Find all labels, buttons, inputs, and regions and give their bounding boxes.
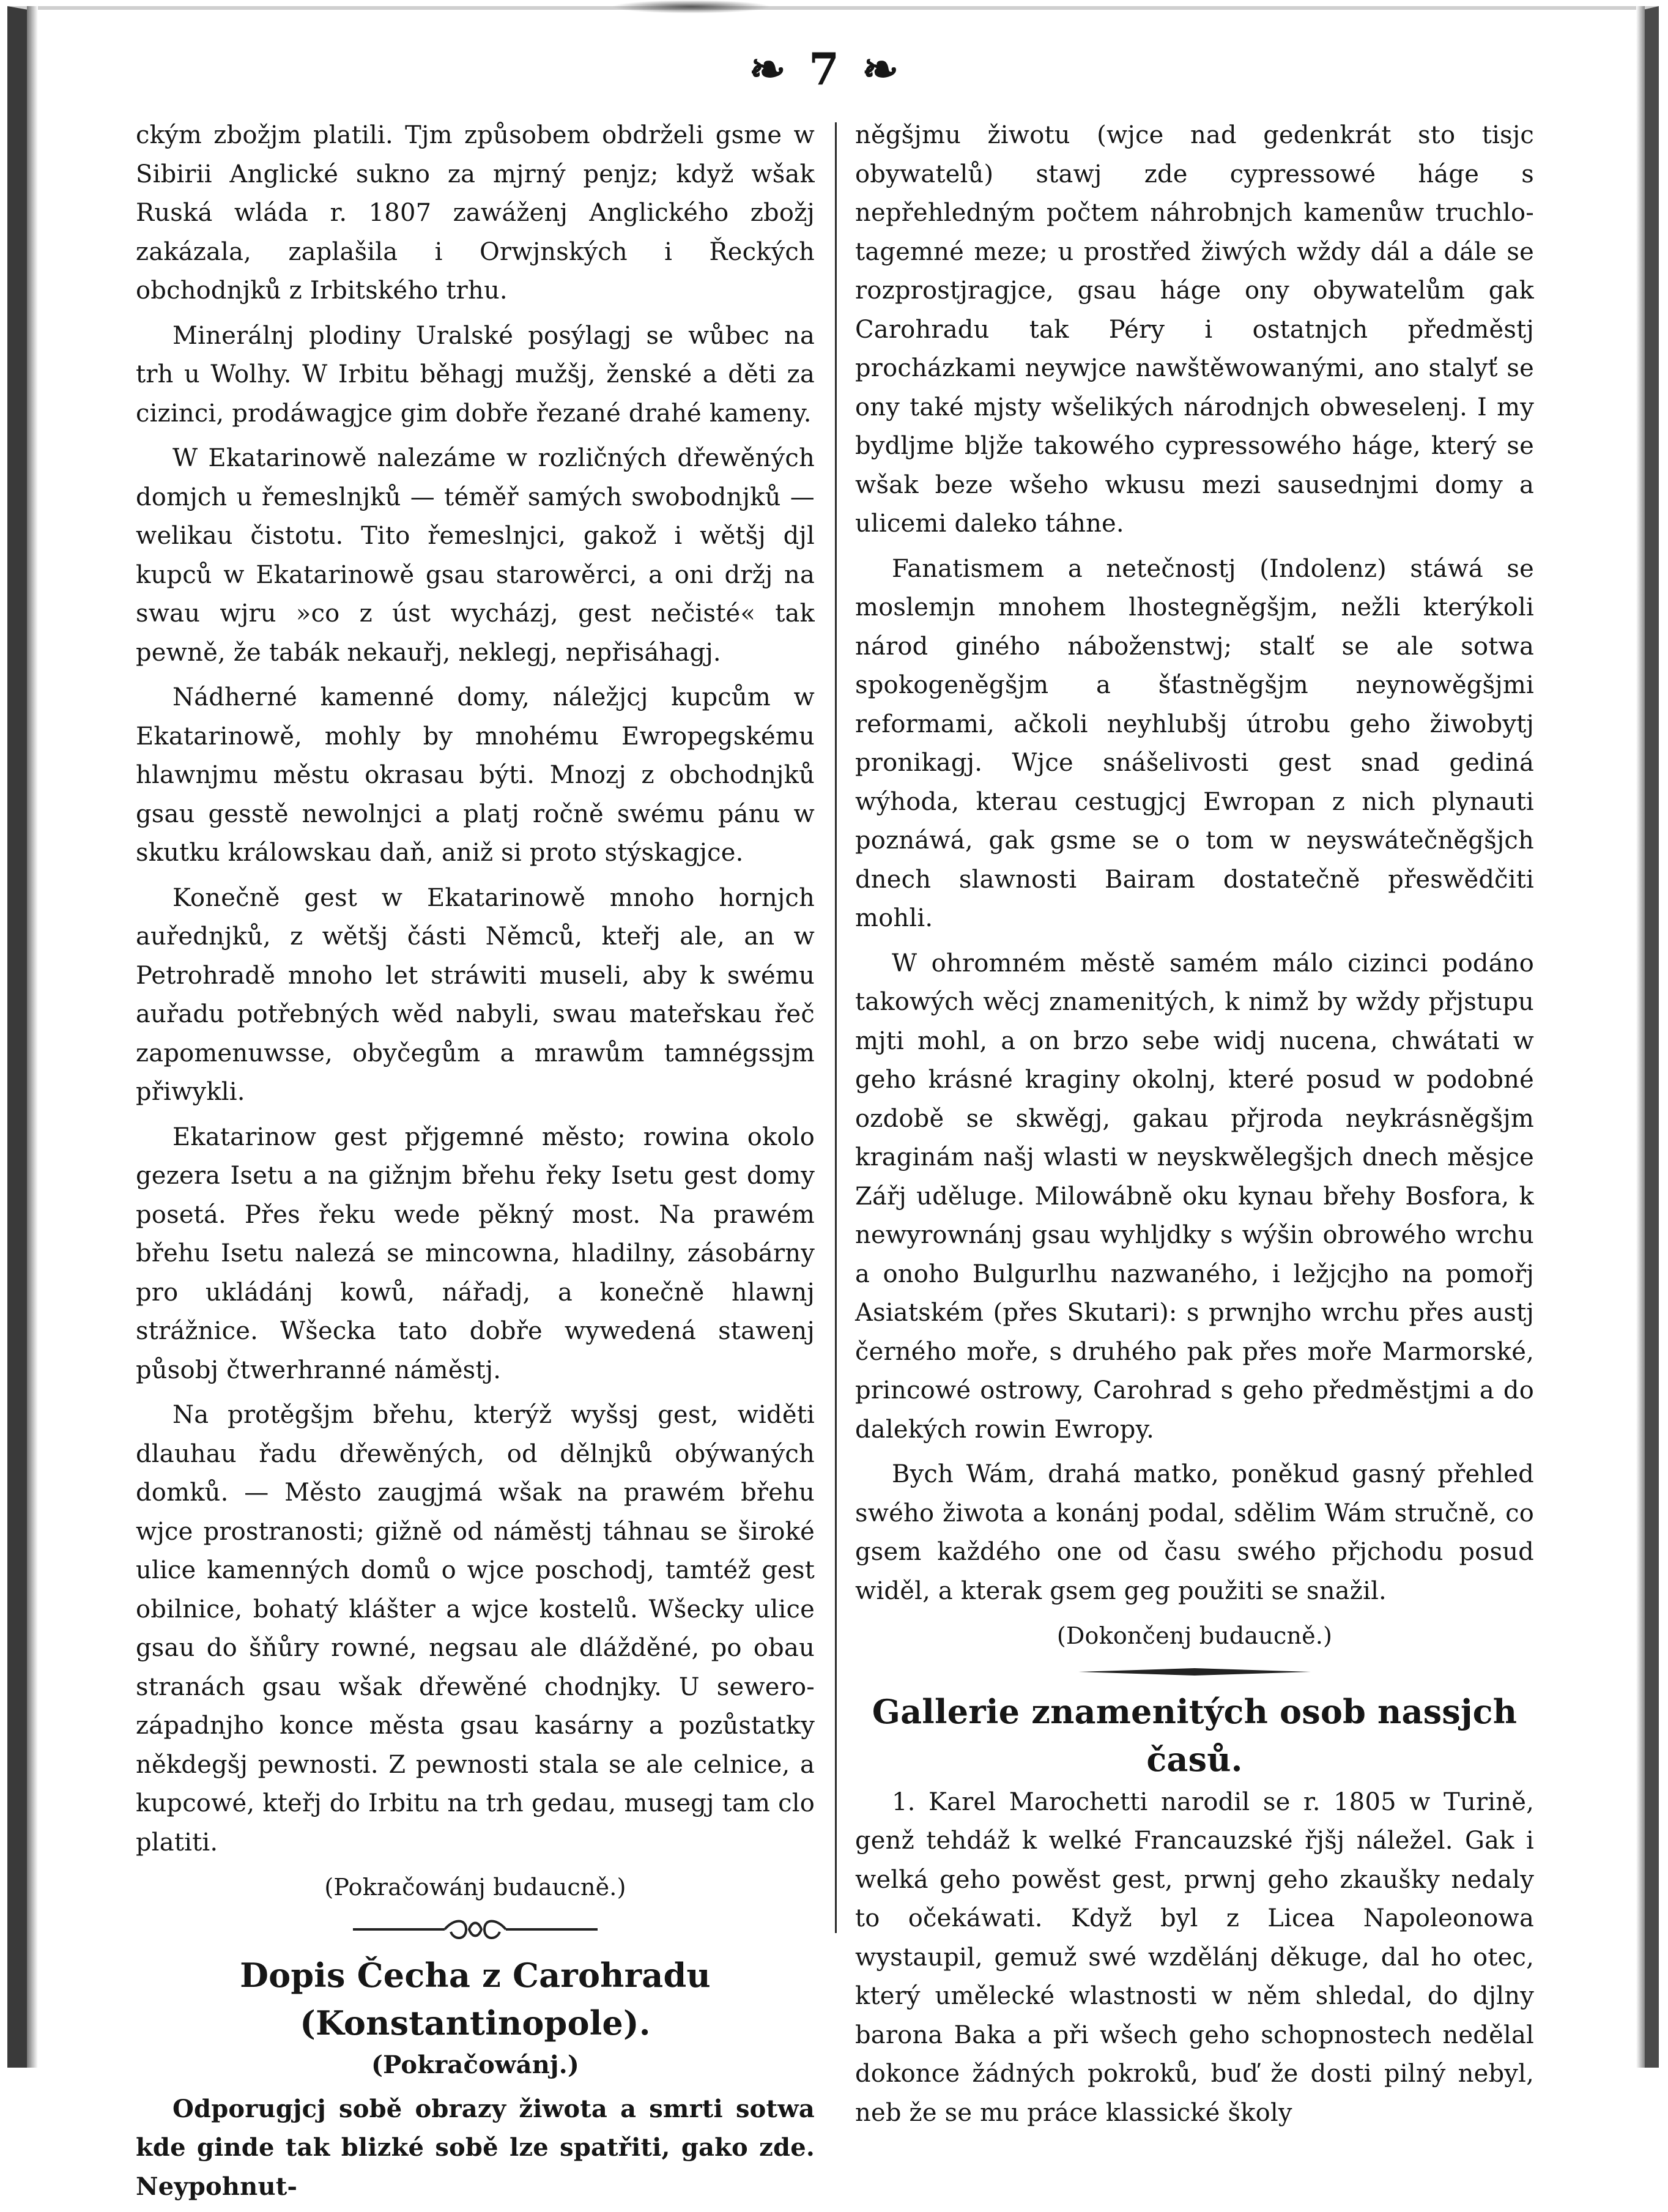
article-opening: Odporugjcj sobě obrazy žiwota a smrti sotwa kde ginde tak blizké sobě lze spatřiti, gako zde. Neypohnut- [136,2094,815,2201]
gallery-title: Gallerie znamenitých osob nassjch časů. [872,1691,1518,1779]
folio-ornament-right-icon: ❧ [862,43,903,95]
folio-ornament-left-icon: ❧ [749,43,790,95]
print-smudge [612,0,771,13]
folio-number: 7 [808,43,843,95]
tapered-rule-icon [1078,1666,1311,1678]
left-gutter-shadow [27,6,38,2068]
column-divider [835,122,837,1933]
left-column [136,116,815,2212]
right-column [855,116,1534,2139]
paragraph: W ohromném městě samém málo cizinci podáno takowých wěcj znamenitých, k nimž by wždy přjstupu mjti mohl, a on brzo sebe widj nucena, chwátati w geho krásné kraginy okolnj, které posud w podobné ozdobě se skwěgj, gakau přjroda neykrásněgšjm kraginám našj wlasti w neyskwělegšjch dnech měsjce Zářj uděluge. Milowábně oku kynau břehy Bosfora, k newyrownánj gsau wyhljdky s wýšin obrowého wrchu a onoho Bulgurlhu nazwaného, i ležjcjho na pomořj Asiatském (přes Skutari): s prwnjho wrchu přes austj černého moře, s druhého pak přes moře Marmorské, princowé ostrowy, Carohrad s geho předměstjmi a do dalekých rowin Ewropy. [855,949,1534,1444]
scroll-ornament-icon [353,1917,598,1942]
paragraph: Na protěgšjm břehu, kterýž wyšsj gest, widěti dlauhau řadu dřewěných, od dělnjků obýwaných domků. — Město zaugjmá wšak na prawém břehu wjce prostranosti; gižně od náměstj táhnau se široké ulice kamenných domů o wjce poschodj, tamtéž gest obilnice, bohatý klášter a wjce kostelů. Wšecky ulice gsau do šňůry rowné, negsau ale dlážděné, po obau stranách gsau wšak dřewěné chodnjky. U sewero-západnjho konce města gsau kasárny a pozůstatky někdegšj pewnosti. Z pewnosti stala se ale celnice, a kupcowé, kteřj do Irbitu na trh gedau, musegj tam clo platiti. [136,1401,815,1857]
paragraph: něgšjmu žiwotu (wjce nad gedenkrát sto tisjc obywatelů) stawj zde cypressowé háge s nepřehledným počtem náhrobnjch kamenůw truchlo-tagemné meze; u prostřed žiwých wždy dál a dále se rozprostjragjce, gsau háge ony obywatelům gak Carohradu tak Péry i ostatnjch předměstj procházkami neywjce nawštěwowanými, ano stalyť se ony také mjsty wšelikých národnjch obweselenj. I my bydljme bljže takowého cypressowého háge, který se wšak beze wšeho wkusu mezi sausednjmi domy a ulicemi daleko táhne. [855,121,1534,538]
paragraph: W Ekatarinowě nalezáme w rozličných dřewěných domjch u řemeslnjků — téměř samých swobodnjků — welikau čistotu. Tito řemeslnjci, gakož i wětšj djl kupců w Ekatarinowě gsau starowěrci, a oni držj na swau wjru »co z úst wycházj, gest nečisté« tak pewně, že tabák nekauřj, neklegj, nepřisáhagj. [136,444,815,667]
paragraph: Bych Wám, drahá matko, poněkud gasný přehled swého žiwota a konánj podal, sdělim Wám stručně, co gsem každého one od času swého přjchodu posud widěl, a kterak gsem geg použiti se snažil. [855,1460,1534,1605]
paragraph: ckým zbožjm platili. Tjm způsobem obdrželi gsme w Sibirii Anglické sukno za mjrný penjz; když wšak Ruská wláda r. 1807 zawáženj Anglického zbožj zakázala, zaplašila i Orwjnských i Řeckých obchodnjků z Irbitského trhu. [136,121,815,305]
continued-note: (Pokračowánj budaucně.) [324,1874,626,1901]
paragraph: Nádherné kamenné domy, náležjcj kupcům w Ekatarinowě, mohly by mnohému Ewropegskému hlawnjmu městu okrasau býti. Mnozj z obchodnjků gsau gesstě newolnjci a platj ročně swému pánu w skutku králowskau daň, aniž si proto stýskagjce. [136,683,815,867]
page-number [734,43,917,95]
gallery-entry: 1. Karel Marochetti narodil se r. 1805 w Turině, genž tehdáž k welké Francauzské řjšj náležel. Gak i welká geho powěst gest, prwnj geho zkaušky nedaly to očekáwati. Když byl z Licea Napoleonowa wystaupil, gemuž swé wzdělánj děkuge, dal ho otec, který umělecké wlastnosti w něm shledal, do djlny barona Baka a při wšech geho schopnostech nedělal dokonce žádných pokroků, buď že dosti pilný nebyl, neb že se mu práce klassické školy [855,1787,1534,2127]
article-subtitle: (Pokračowánj.) [371,2050,579,2079]
concluded-note: (Dokončenj budaucně.) [1056,1622,1333,1649]
paragraph: Minerálnj plodiny Uralské posýlagj se wůbec na trh u Wolhy. W Irbitu běhagj mužšj, ženské a děti za cizinci, prodáwagjce gim dobře řezané drahé kameny. [136,321,815,428]
right-gutter-shadow [1636,6,1645,2068]
paragraph: Konečně gest w Ekatarinowě mnoho hornjch auřednjků, z wětšj části Němců, kteřj ale, an w Petrohradě mnoho let stráwiti museli, aby k swému auřadu potřebných wěd nabyli, swau mateřskau řeč zapomenuwsse, obyčegům a mrawům tamnégssjm přiwykli. [136,883,815,1106]
paragraph: Ekatarinow gest přjgemné město; rowina okolo gezera Isetu a na gižnjm břehu řeky Isetu gest domy posetá. Přes řeku wede pěkný most. Na prawém břehu Isetu nalezá se mincowna, hladilny, zásobárny pro ukládánj kowů, nářadj, a konečně hlawnj strážnice. Wšecka tato dobře wywedená stawenj působj čtwerhranné náměstj. [136,1123,815,1384]
paragraph: Fanatismem a netečnostj (Indolenz) stáwá se moslemjn mnohem lhostegněgšjm, nežli kterýkoli národ giného náboženstwj; stalť se ale sotwa spokogeněgšjm a šťastněgšjm neynowěgšjmi reformami, ačkoli neyhlubšj útrobu geho žiwobytj pronikagj. Wjce snášelivosti gest snad gediná wýhoda, kterau cestugjcj Ewropan z nich plynauti poznáwá, gak gsme se o tom w neyswátečněgšjch dnech slawnosti Bairam dostatečně přeswědčiti mohli. [855,554,1534,932]
article-title: Dopis Čecha z Carohradu (Konstantinopole). [240,1955,711,2043]
